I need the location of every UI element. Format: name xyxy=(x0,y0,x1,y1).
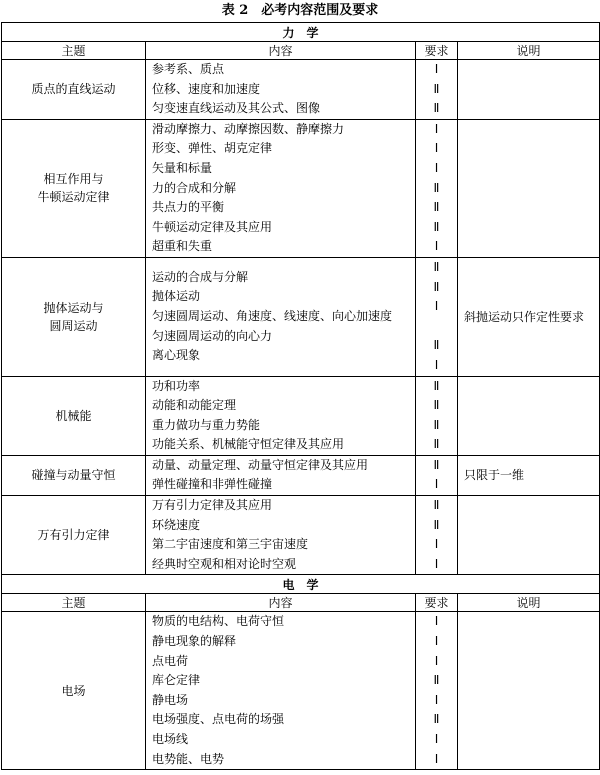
content-item: 运动的合成与分解 xyxy=(152,269,249,284)
requirement-level: Ⅰ xyxy=(434,121,439,136)
requirement-level: Ⅱ xyxy=(433,712,440,727)
note-cell xyxy=(458,60,600,120)
table-row xyxy=(2,257,600,376)
requirement-level: Ⅰ xyxy=(434,141,439,156)
note-cell xyxy=(458,612,600,770)
note-cell xyxy=(458,496,600,575)
content-item: 动量、动量定理、动量守恒定律及其应用 xyxy=(152,457,369,472)
note-cell xyxy=(458,376,600,455)
requirement-level: Ⅱ xyxy=(433,498,440,513)
content-item: 电场强度、点电荷的场强 xyxy=(152,712,285,727)
section-row xyxy=(2,575,600,594)
requirement-level: Ⅰ xyxy=(434,634,439,649)
content-item: 动能和动能定理 xyxy=(152,398,237,413)
requirement-level: Ⅱ xyxy=(433,180,440,195)
content-item: 抛体运动 xyxy=(152,289,201,304)
content-item: 电势能、电势 xyxy=(152,751,225,766)
content-cell xyxy=(146,60,416,120)
content-item: 静电现象的解释 xyxy=(152,634,237,649)
topic-label: 抛体运动与 圆周运动 xyxy=(43,300,104,333)
content-item: 功能关系、机械能守恒定律及其应用 xyxy=(152,437,345,452)
header-requirement: 要求 xyxy=(416,594,458,612)
requirement-level: Ⅰ xyxy=(434,477,439,492)
content-item: 矢量和标量 xyxy=(152,160,213,175)
requirement-level: Ⅰ xyxy=(434,239,439,254)
requirement-level: Ⅰ xyxy=(434,357,439,372)
topic-cell xyxy=(2,119,146,257)
topic-cell xyxy=(2,60,146,120)
content-item: 万有引力定律及其应用 xyxy=(152,498,273,513)
content-item: 滑动摩擦力、动摩擦因数、静摩擦力 xyxy=(152,121,345,136)
content-item: 弹性碰撞和非弹性碰撞 xyxy=(152,477,273,492)
requirement-level: Ⅱ xyxy=(433,378,440,393)
table-row xyxy=(2,60,600,120)
requirement-cell xyxy=(416,612,458,770)
requirements-table xyxy=(1,22,600,770)
requirement-level: Ⅱ xyxy=(433,457,440,472)
requirement-level: Ⅱ xyxy=(433,398,440,413)
content-item: 牛顿运动定律及其应用 xyxy=(152,219,273,234)
requirement-level: Ⅰ xyxy=(434,160,439,175)
content-item: 力的合成和分解 xyxy=(152,180,237,195)
content-item: 超重和失重 xyxy=(152,239,213,254)
requirement-level: Ⅱ xyxy=(433,219,440,234)
header-requirement: 要求 xyxy=(416,42,458,60)
requirement-cell xyxy=(416,376,458,455)
topic-label: 相互作用与 牛顿运动定律 xyxy=(37,172,110,205)
section-title: 力 学 xyxy=(2,23,600,42)
section-title: 电 学 xyxy=(2,575,600,594)
topic-label: 万有引力定律 xyxy=(37,528,110,543)
content-item: 形变、弹性、胡克定律 xyxy=(152,141,273,156)
content-item: 离心现象 xyxy=(152,348,201,363)
note-cell xyxy=(458,119,600,257)
requirement-level: Ⅱ xyxy=(433,279,440,294)
table-row xyxy=(2,455,600,495)
requirement-cell xyxy=(416,257,458,376)
requirement-level: Ⅰ xyxy=(434,653,439,668)
topic-cell xyxy=(2,257,146,376)
requirement-cell xyxy=(416,119,458,257)
note-cell xyxy=(458,455,600,495)
requirement-level: Ⅱ xyxy=(433,673,440,688)
requirement-level: Ⅱ xyxy=(433,417,440,432)
requirement-level: Ⅱ xyxy=(433,517,440,532)
note-cell xyxy=(458,257,600,376)
topic-cell xyxy=(2,612,146,770)
requirement-level: Ⅰ xyxy=(434,692,439,707)
content-cell xyxy=(146,376,416,455)
requirement-cell xyxy=(416,455,458,495)
header-content: 内容 xyxy=(146,594,416,612)
requirement-level: Ⅰ xyxy=(434,614,439,629)
topic-cell xyxy=(2,376,146,455)
content-item: 库仑定律 xyxy=(152,673,201,688)
content-item: 物质的电结构、电荷守恒 xyxy=(152,614,285,629)
header-topic: 主题 xyxy=(2,42,146,60)
header-note: 说明 xyxy=(458,42,600,60)
topic-cell xyxy=(2,455,146,495)
requirement-cell xyxy=(416,496,458,575)
content-item: 点电荷 xyxy=(152,653,189,668)
table-row xyxy=(2,612,600,770)
content-item: 位移、速度和加速度 xyxy=(152,81,261,96)
requirement-level: Ⅰ xyxy=(434,537,439,552)
topic-label: 碰撞与动量守恒 xyxy=(31,468,116,483)
table-caption: 表 2 必考内容范围及要求 xyxy=(221,3,379,18)
header-content: 内容 xyxy=(146,42,416,60)
content-item: 重力做功与重力势能 xyxy=(152,417,261,432)
content-item: 匀速圆周运动、角速度、线速度、向心加速度 xyxy=(152,308,393,323)
content-item: 经典时空观和相对论时空观 xyxy=(152,556,297,571)
requirement-level: Ⅱ xyxy=(433,259,440,274)
requirement-level: Ⅱ xyxy=(433,338,440,353)
requirement-level: Ⅱ xyxy=(433,437,440,452)
content-cell xyxy=(146,455,416,495)
requirement-level: Ⅰ xyxy=(434,62,439,76)
requirement-level: Ⅰ xyxy=(434,751,439,766)
content-item: 匀速圆周运动的向心力 xyxy=(152,328,273,343)
content-item: 功和功率 xyxy=(152,378,201,393)
note-text: 只限于一维 xyxy=(464,468,525,483)
requirement-level: Ⅱ xyxy=(433,81,440,96)
header-row xyxy=(2,42,600,60)
content-cell xyxy=(146,257,416,376)
header-row xyxy=(2,594,600,612)
content-item: 电场线 xyxy=(152,732,189,746)
content-item: 共点力的平衡 xyxy=(152,200,225,215)
requirement-level: Ⅰ xyxy=(434,299,439,314)
topic-cell xyxy=(2,496,146,575)
content-item: 匀变速直线运动及其公式、图像 xyxy=(152,101,321,116)
header-topic: 主题 xyxy=(2,594,146,612)
content-item: 参考系、质点 xyxy=(152,62,225,76)
section-row xyxy=(2,23,600,42)
content-item: 第二宇宙速度和第三宇宙速度 xyxy=(152,537,309,552)
requirement-level: Ⅱ xyxy=(433,101,440,116)
topic-label: 机械能 xyxy=(55,408,92,423)
table-row xyxy=(2,119,600,257)
note-text: 斜抛运动只作定性要求 xyxy=(464,309,585,324)
content-cell xyxy=(146,119,416,257)
topic-label: 质点的直线运动 xyxy=(31,82,116,97)
table-row xyxy=(2,496,600,575)
content-item: 静电场 xyxy=(152,692,189,707)
content-cell xyxy=(146,496,416,575)
requirement-level: Ⅰ xyxy=(434,732,439,746)
requirement-cell xyxy=(416,60,458,120)
requirement-level: Ⅱ xyxy=(433,200,440,215)
content-cell xyxy=(146,612,416,770)
requirement-level: Ⅰ xyxy=(434,556,439,571)
topic-label: 电场 xyxy=(61,683,86,698)
header-note: 说明 xyxy=(458,594,600,612)
table-row xyxy=(2,376,600,455)
content-item: 环绕速度 xyxy=(152,517,201,532)
